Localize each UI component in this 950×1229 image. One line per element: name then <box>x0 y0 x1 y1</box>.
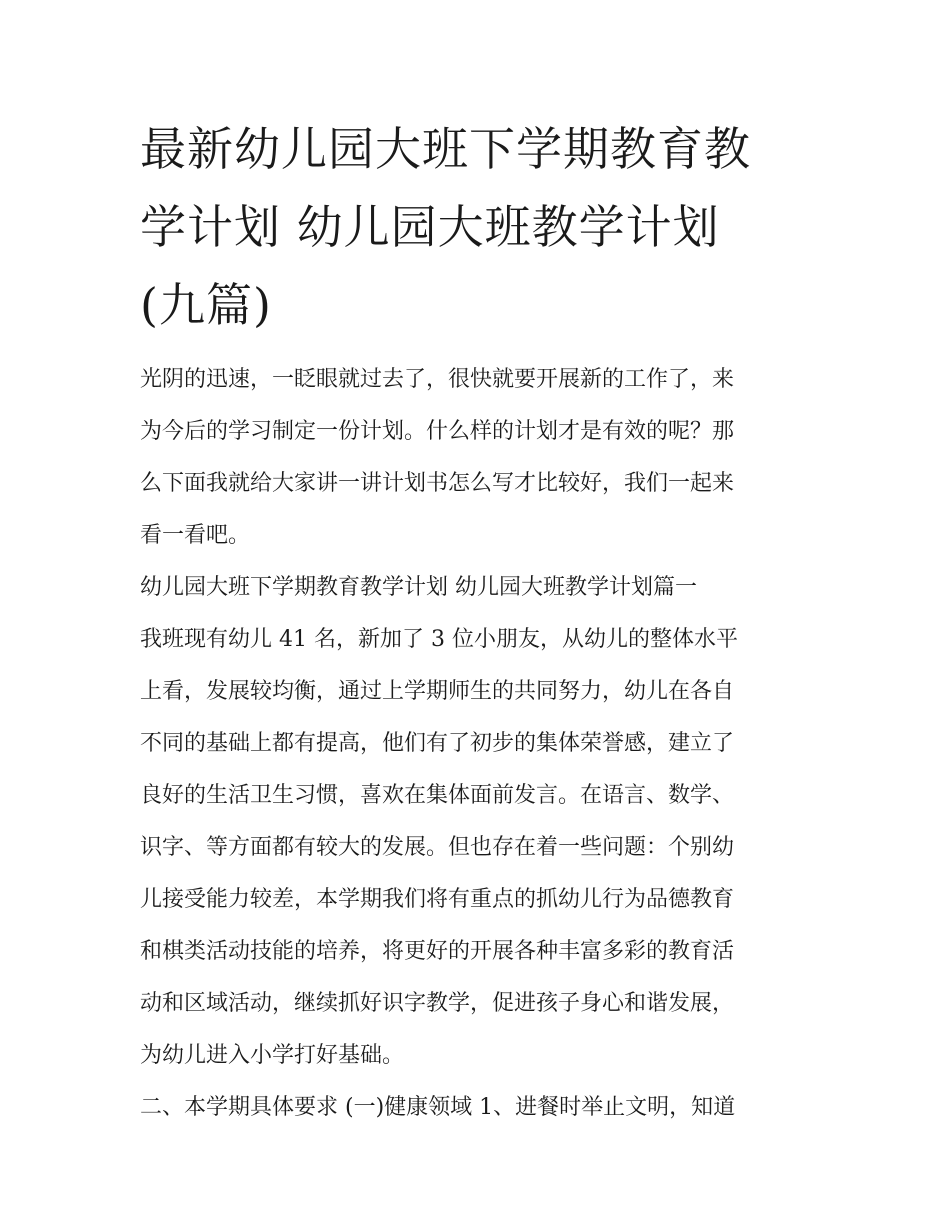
text-line: 良好的生活卫生习惯，喜欢在集体面前发言。在语言、数学、 <box>140 783 735 808</box>
intro-paragraph <box>140 354 820 562</box>
text-line: 识字、等方面都有较大的发展。但也存在着一些问题：个别幼 <box>140 835 735 860</box>
text-line: 我班现有幼儿 41 名，新加了 3 位小朋友，从幼儿的整体水平 <box>140 627 738 652</box>
text-line: 看一看吧。 <box>140 523 251 548</box>
main-paragraph <box>140 614 820 1082</box>
text-line: 为幼儿进入小学打好基础。 <box>140 1043 405 1068</box>
title-line: 学计划 幼儿园大班教学计划 <box>140 200 720 254</box>
document-body <box>140 354 820 1134</box>
text-line: 动和区域活动，继续抓好识字教学，促进孩子身心和谐发展， <box>140 991 735 1016</box>
document-title <box>140 110 820 344</box>
text-line: 光阴的迅速，一眨眼就过去了，很快就要开展新的工作了，来 <box>140 367 735 392</box>
text-line: 二、本学期具体要求 (一)健康领域 1、进餐时举止文明，知道 <box>140 1095 736 1120</box>
title-line: (九篇) <box>140 278 272 332</box>
text-line: 为今后的学习制定一份计划。什么样的计划才是有效的呢？那 <box>140 419 735 444</box>
text-line: 儿接受能力较差，本学期我们将有重点的抓幼儿行为品德教育 <box>140 887 735 912</box>
text-line: 不同的基础上都有提高，他们有了初步的集体荣誉感，建立了 <box>140 731 735 756</box>
text-line: 么下面我就给大家讲一讲计划书怎么写才比较好，我们一起来 <box>140 471 735 496</box>
text-line: 上看，发展较均衡，通过上学期师生的共同努力，幼儿在各自 <box>140 679 735 704</box>
title-line: 最新幼儿园大班下学期教育教 <box>140 122 751 176</box>
section-heading: 幼儿园大班下学期教育教学计划 幼儿园大班教学计划篇一 <box>140 575 697 600</box>
text-line: 和棋类活动技能的培养，将更好的开展各种丰富多彩的教育活 <box>140 939 735 964</box>
